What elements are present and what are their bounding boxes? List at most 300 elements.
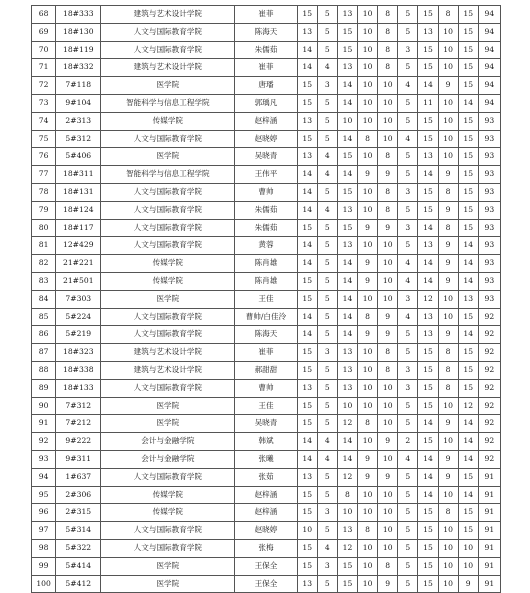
table-row: [32, 326, 501, 344]
score-cell: 5: [398, 415, 418, 433]
score-cell: 15: [418, 361, 438, 379]
score-cell: 10: [358, 575, 378, 593]
room-cell: 2#313: [56, 112, 101, 130]
college-cell: 传媒学院: [101, 112, 235, 130]
score-cell: 15: [418, 575, 438, 593]
rank-cell: 71: [32, 59, 56, 77]
score-cell: 15: [418, 183, 438, 201]
teacher-cell: 朱儒茹: [235, 219, 297, 237]
total-cell: 91: [478, 575, 500, 593]
teacher-cell: 赵梓涵: [235, 504, 297, 522]
score-cell: 9: [438, 166, 458, 184]
score-cell: 15: [297, 94, 317, 112]
teacher-cell: 赵晓婷: [235, 522, 297, 540]
score-cell: 14: [458, 94, 478, 112]
total-cell: 93: [478, 237, 500, 255]
rank-cell: 81: [32, 237, 56, 255]
total-cell: 93: [478, 112, 500, 130]
total-cell: 92: [478, 361, 500, 379]
score-cell: 15: [418, 539, 438, 557]
teacher-cell: 陈海天: [235, 326, 297, 344]
score-cell: 4: [317, 450, 337, 468]
room-cell: 2#315: [56, 504, 101, 522]
rank-cell: 82: [32, 255, 56, 273]
score-cell: 14: [418, 255, 438, 273]
score-cell: 10: [438, 486, 458, 504]
score-cell: 10: [378, 504, 398, 522]
score-cell: 10: [358, 201, 378, 219]
score-cell: 5: [317, 272, 337, 290]
teacher-cell: 吴晓青: [235, 415, 297, 433]
score-cell: 9: [438, 415, 458, 433]
room-cell: 12#429: [56, 237, 101, 255]
total-cell: 93: [478, 219, 500, 237]
teacher-cell: 崔菲: [235, 59, 297, 77]
score-cell: 15: [418, 557, 438, 575]
total-cell: 92: [478, 415, 500, 433]
score-cell: 8: [378, 201, 398, 219]
score-cell: 15: [337, 575, 357, 593]
college-cell: 医学院: [101, 290, 235, 308]
rank-cell: 94: [32, 468, 56, 486]
room-cell: 18#119: [56, 41, 101, 59]
college-cell: 人文与国际教育学院: [101, 237, 235, 255]
score-cell: 15: [297, 77, 317, 95]
score-cell: 10: [358, 433, 378, 451]
score-cell: 8: [378, 148, 398, 166]
score-cell: 11: [418, 94, 438, 112]
score-cell: 10: [438, 112, 458, 130]
teacher-cell: 陈肖雄: [235, 272, 297, 290]
score-cell: 3: [317, 344, 337, 362]
rank-cell: 75: [32, 130, 56, 148]
score-cell: 14: [458, 237, 478, 255]
score-cell: 15: [458, 504, 478, 522]
teacher-cell: 郝甜甜: [235, 361, 297, 379]
score-cell: 8: [438, 504, 458, 522]
total-cell: 93: [478, 148, 500, 166]
score-cell: 5: [398, 59, 418, 77]
college-cell: 人文与国际教育学院: [101, 468, 235, 486]
table-row: [32, 290, 501, 308]
score-cell: 13: [337, 6, 357, 24]
score-cell: 5: [398, 166, 418, 184]
total-cell: 91: [478, 522, 500, 540]
score-cell: 15: [458, 6, 478, 24]
score-cell: 10: [438, 23, 458, 41]
score-cell: 5: [317, 522, 337, 540]
score-cell: 15: [337, 41, 357, 59]
college-cell: 会计与金融学院: [101, 433, 235, 451]
rank-cell: 89: [32, 379, 56, 397]
score-cell: 14: [297, 41, 317, 59]
score-cell: 15: [418, 344, 438, 362]
score-cell: 10: [378, 379, 398, 397]
score-cell: 14: [337, 433, 357, 451]
table-row: [32, 486, 501, 504]
college-cell: 传媒学院: [101, 272, 235, 290]
total-cell: 91: [478, 468, 500, 486]
table-row: [32, 522, 501, 540]
score-cell: 9: [358, 326, 378, 344]
total-cell: 92: [478, 308, 500, 326]
rank-cell: 79: [32, 201, 56, 219]
score-cell: 10: [378, 94, 398, 112]
score-cell: 15: [297, 272, 317, 290]
score-cell: 9: [358, 166, 378, 184]
score-cell: 10: [358, 183, 378, 201]
room-cell: 2#306: [56, 486, 101, 504]
score-cell: 15: [297, 6, 317, 24]
score-cell: 15: [458, 219, 478, 237]
college-cell: 人文与国际教育学院: [101, 379, 235, 397]
score-cell: 10: [358, 361, 378, 379]
table-row: [32, 379, 501, 397]
rank-cell: 78: [32, 183, 56, 201]
score-cell: 10: [358, 379, 378, 397]
score-cell: 5: [398, 539, 418, 557]
rank-cell: 69: [32, 23, 56, 41]
rank-cell: 95: [32, 486, 56, 504]
score-cell: 14: [418, 415, 438, 433]
score-cell: 4: [398, 77, 418, 95]
score-cell: 10: [297, 522, 317, 540]
total-cell: 91: [478, 557, 500, 575]
room-cell: 7#212: [56, 415, 101, 433]
score-cell: 5: [317, 255, 337, 273]
score-cell: 4: [317, 433, 337, 451]
teacher-cell: 王伟平: [235, 166, 297, 184]
rank-cell: 73: [32, 94, 56, 112]
score-cell: 9: [378, 326, 398, 344]
room-cell: 18#338: [56, 361, 101, 379]
score-cell: 10: [378, 77, 398, 95]
total-cell: 93: [478, 183, 500, 201]
score-cell: 15: [418, 522, 438, 540]
score-cell: 10: [378, 112, 398, 130]
college-cell: 医学院: [101, 415, 235, 433]
score-cell: 12: [337, 539, 357, 557]
score-cell: 4: [398, 255, 418, 273]
teacher-cell: 王佳: [235, 397, 297, 415]
score-cell: 9: [438, 237, 458, 255]
score-cell: 15: [458, 183, 478, 201]
score-cell: 14: [337, 130, 357, 148]
score-cell: 4: [398, 450, 418, 468]
score-cell: 13: [297, 148, 317, 166]
score-cell: 12: [458, 397, 478, 415]
score-cell: 13: [337, 522, 357, 540]
score-cell: 14: [297, 59, 317, 77]
college-cell: 人文与国际教育学院: [101, 308, 235, 326]
score-cell: 9: [438, 255, 458, 273]
score-cell: 10: [358, 94, 378, 112]
score-cell: 5: [398, 575, 418, 593]
score-cell: 8: [438, 219, 458, 237]
score-cell: 10: [378, 450, 398, 468]
room-cell: 9#222: [56, 433, 101, 451]
college-cell: 建筑与艺术设计学院: [101, 344, 235, 362]
score-cell: 15: [458, 166, 478, 184]
total-cell: 92: [478, 450, 500, 468]
score-cell: 14: [418, 219, 438, 237]
score-cell: 10: [378, 522, 398, 540]
score-cell: 10: [438, 308, 458, 326]
college-cell: 智能科学与信息工程学院: [101, 94, 235, 112]
room-cell: 18#311: [56, 166, 101, 184]
table-row: [32, 183, 501, 201]
score-cell: 3: [398, 379, 418, 397]
score-cell: 9: [378, 433, 398, 451]
room-cell: 18#332: [56, 59, 101, 77]
score-cell: 15: [297, 130, 317, 148]
score-cell: 10: [358, 397, 378, 415]
score-cell: 5: [317, 397, 337, 415]
score-cell: 15: [297, 397, 317, 415]
total-cell: 92: [478, 326, 500, 344]
score-cell: 13: [297, 575, 317, 593]
table-row: [32, 148, 501, 166]
score-table: [31, 5, 501, 593]
table-row: [32, 557, 501, 575]
score-cell: 15: [418, 379, 438, 397]
score-cell: 5: [398, 557, 418, 575]
score-cell: 10: [458, 557, 478, 575]
room-cell: 18#130: [56, 23, 101, 41]
score-cell: 13: [337, 237, 357, 255]
total-cell: 94: [478, 59, 500, 77]
score-cell: 8: [438, 183, 458, 201]
score-cell: 9: [358, 272, 378, 290]
score-cell: 13: [337, 361, 357, 379]
table-row: [32, 255, 501, 273]
room-cell: 9#104: [56, 94, 101, 112]
score-cell: 14: [337, 308, 357, 326]
table-row: [32, 237, 501, 255]
score-cell: 14: [418, 486, 438, 504]
score-cell: 5: [317, 415, 337, 433]
rank-cell: 96: [32, 504, 56, 522]
score-cell: 3: [317, 557, 337, 575]
score-cell: 15: [337, 219, 357, 237]
table-row: [32, 450, 501, 468]
rank-cell: 88: [32, 361, 56, 379]
college-cell: 人文与国际教育学院: [101, 219, 235, 237]
score-cell: 8: [378, 557, 398, 575]
score-cell: 9: [358, 450, 378, 468]
score-cell: 4: [398, 272, 418, 290]
score-cell: 15: [337, 148, 357, 166]
score-cell: 10: [378, 415, 398, 433]
score-cell: 5: [317, 326, 337, 344]
score-cell: 5: [317, 237, 337, 255]
score-cell: 10: [438, 522, 458, 540]
college-cell: 医学院: [101, 557, 235, 575]
score-cell: 5: [398, 397, 418, 415]
score-cell: 10: [438, 575, 458, 593]
score-cell: 5: [398, 94, 418, 112]
room-cell: 18#117: [56, 219, 101, 237]
table-row: [32, 201, 501, 219]
score-cell: 5: [398, 201, 418, 219]
score-cell: 8: [358, 522, 378, 540]
score-cell: 15: [458, 41, 478, 59]
total-cell: 93: [478, 272, 500, 290]
college-cell: 传媒学院: [101, 504, 235, 522]
rank-cell: 80: [32, 219, 56, 237]
score-cell: 13: [337, 379, 357, 397]
room-cell: 21#501: [56, 272, 101, 290]
rank-cell: 86: [32, 326, 56, 344]
score-cell: 5: [317, 468, 337, 486]
score-cell: 10: [438, 539, 458, 557]
college-cell: 人文与国际教育学院: [101, 41, 235, 59]
score-cell: 15: [458, 112, 478, 130]
score-cell: 12: [337, 468, 357, 486]
total-cell: 94: [478, 94, 500, 112]
score-cell: 5: [317, 94, 337, 112]
score-cell: 13: [458, 290, 478, 308]
score-cell: 14: [418, 166, 438, 184]
score-cell: 10: [358, 290, 378, 308]
room-cell: 18#131: [56, 183, 101, 201]
total-cell: 92: [478, 433, 500, 451]
score-cell: 15: [458, 77, 478, 95]
score-cell: 2: [398, 433, 418, 451]
college-cell: 人文与国际教育学院: [101, 183, 235, 201]
table-body: [32, 6, 501, 593]
score-cell: 8: [378, 23, 398, 41]
score-cell: 5: [398, 112, 418, 130]
score-cell: 4: [317, 59, 337, 77]
score-cell: 14: [418, 272, 438, 290]
score-cell: 14: [297, 450, 317, 468]
score-cell: 9: [438, 201, 458, 219]
score-cell: 12: [418, 290, 438, 308]
score-cell: 9: [378, 575, 398, 593]
table-row: [32, 468, 501, 486]
score-cell: 5: [317, 112, 337, 130]
score-cell: 10: [358, 557, 378, 575]
score-cell: 15: [458, 361, 478, 379]
score-cell: 10: [358, 504, 378, 522]
room-cell: 9#311: [56, 450, 101, 468]
college-cell: 人文与国际教育学院: [101, 130, 235, 148]
score-cell: 15: [418, 397, 438, 415]
score-cell: 10: [438, 290, 458, 308]
total-cell: 93: [478, 290, 500, 308]
rank-cell: 93: [32, 450, 56, 468]
score-cell: 13: [337, 59, 357, 77]
table-row: [32, 219, 501, 237]
score-cell: 15: [418, 433, 438, 451]
score-cell: 8: [378, 361, 398, 379]
score-cell: 9: [378, 219, 398, 237]
room-cell: 7#118: [56, 77, 101, 95]
score-cell: 9: [358, 219, 378, 237]
score-cell: 9: [438, 468, 458, 486]
rank-cell: 74: [32, 112, 56, 130]
score-cell: 8: [378, 6, 398, 24]
rank-cell: 98: [32, 539, 56, 557]
teacher-cell: 王保全: [235, 557, 297, 575]
score-cell: 10: [358, 344, 378, 362]
score-cell: 5: [398, 504, 418, 522]
score-cell: 9: [438, 272, 458, 290]
score-cell: 10: [378, 255, 398, 273]
college-cell: 传媒学院: [101, 255, 235, 273]
total-cell: 94: [478, 77, 500, 95]
table-row: [32, 94, 501, 112]
score-cell: 5: [398, 237, 418, 255]
score-cell: 14: [337, 272, 357, 290]
score-cell: 15: [458, 130, 478, 148]
score-cell: 15: [418, 41, 438, 59]
college-cell: 会计与金融学院: [101, 450, 235, 468]
score-cell: 10: [358, 486, 378, 504]
score-cell: 5: [317, 290, 337, 308]
teacher-cell: 黄蓉: [235, 237, 297, 255]
table-row: [32, 308, 501, 326]
teacher-cell: 王保全: [235, 575, 297, 593]
score-cell: 10: [337, 397, 357, 415]
room-cell: 1#637: [56, 468, 101, 486]
score-cell: 9: [378, 468, 398, 486]
score-cell: 9: [438, 77, 458, 95]
teacher-cell: 张曦: [235, 450, 297, 468]
score-cell: 10: [358, 41, 378, 59]
score-cell: 13: [418, 326, 438, 344]
score-cell: 13: [297, 379, 317, 397]
score-cell: 4: [398, 308, 418, 326]
score-cell: 15: [458, 344, 478, 362]
score-cell: 10: [358, 59, 378, 77]
score-cell: 15: [458, 148, 478, 166]
score-cell: 14: [337, 450, 357, 468]
score-cell: 15: [458, 308, 478, 326]
score-cell: 10: [438, 397, 458, 415]
room-cell: 5#224: [56, 308, 101, 326]
rank-cell: 72: [32, 77, 56, 95]
score-cell: 10: [378, 397, 398, 415]
table-row: [32, 433, 501, 451]
score-cell: 10: [378, 237, 398, 255]
score-cell: 9: [358, 255, 378, 273]
score-cell: 5: [317, 308, 337, 326]
teacher-cell: 朱儒茹: [235, 41, 297, 59]
score-cell: 8: [438, 379, 458, 397]
score-cell: 3: [398, 183, 418, 201]
teacher-cell: 郭瑀凡: [235, 94, 297, 112]
score-cell: 10: [337, 504, 357, 522]
score-cell: 8: [337, 486, 357, 504]
score-cell: 15: [297, 344, 317, 362]
table-row: [32, 41, 501, 59]
table-row: [32, 397, 501, 415]
teacher-cell: 曹帅: [235, 183, 297, 201]
teacher-cell: 赵梓涵: [235, 486, 297, 504]
score-cell: 15: [458, 468, 478, 486]
score-cell: 10: [438, 59, 458, 77]
score-cell: 10: [337, 112, 357, 130]
score-cell: 5: [398, 326, 418, 344]
score-cell: 10: [438, 130, 458, 148]
score-cell: 5: [398, 148, 418, 166]
score-cell: 4: [398, 130, 418, 148]
table-row: [32, 539, 501, 557]
score-cell: 5: [398, 522, 418, 540]
teacher-cell: 张茹: [235, 468, 297, 486]
